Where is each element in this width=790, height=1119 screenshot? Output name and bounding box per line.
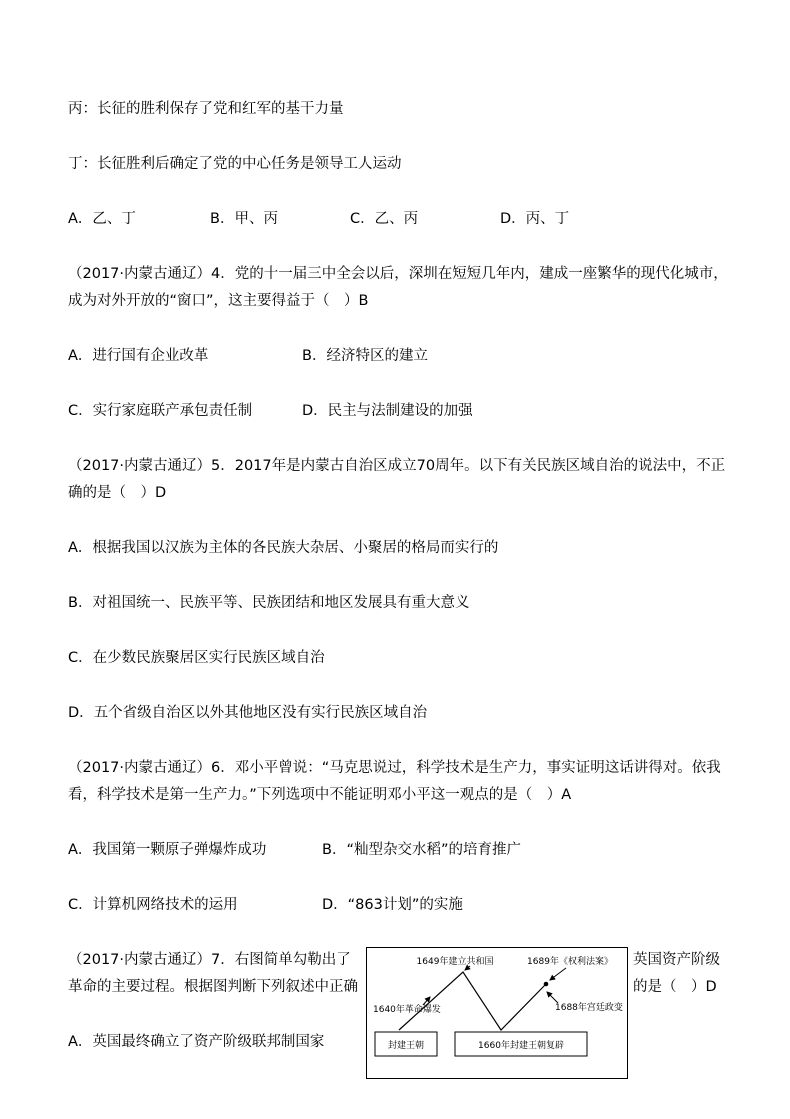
diagram-label-1688: 1688年宫廷政变: [555, 1003, 623, 1013]
answer-option-d: D．丙、丁: [500, 211, 570, 227]
question-4-option-b: B．经济特区的建立: [302, 348, 428, 364]
arrow-1688-icon: [547, 992, 558, 1003]
question-6-option-d: D．“863计划”的实施: [322, 897, 463, 913]
diagram-label-1640: 1640年革命爆发: [373, 1005, 441, 1015]
arrow-1640-icon: [423, 997, 430, 1005]
question-4-stem: [68, 261, 760, 315]
answer-option-b: B．甲、丙: [210, 211, 278, 227]
question-4-option-c: C．实行家庭联产承包责任制: [68, 403, 253, 419]
question-6-stem-line-2: 看，科学技术是第一生产力。”下列选项中不能证明邓小平这一观点的是（ ）A: [68, 787, 572, 803]
question-5-option-d: D．五个省级自治区以外其他地区没有实行民族区域自治: [68, 705, 428, 721]
diagram-label-1689: 1689年《权利法案》: [527, 957, 613, 967]
question-4-stem-line-2: 成为对外开放的“窗口”，这主要得益于（ ）B: [68, 293, 369, 309]
arrow-1689-icon: [550, 968, 566, 980]
question-7-stem-right-line-2: 的是（ ）D: [633, 979, 717, 995]
question-5-option-c: C．在少数民族聚居区实行民族区域自治: [68, 650, 325, 666]
question-6-options-cd: [68, 892, 760, 919]
revolution-line-chart: [367, 948, 627, 1078]
question-4-option-d: D．民主与法制建设的加强: [302, 403, 473, 419]
question-4-options-cd: [68, 398, 760, 425]
question-5-stem: [68, 453, 760, 507]
question-7-stem-right-line-1: 英国资产阶级: [633, 952, 720, 968]
question-6-options-ab: [68, 837, 760, 864]
question-5-option-b: B．对祖国统一、民族平等、民族团结和地区发展具有重大意义: [68, 595, 470, 611]
answer-option-c: C．乙、丙: [350, 211, 419, 227]
question-7-left-column: [68, 947, 366, 1056]
revolution-progress-line: [399, 972, 546, 1030]
question-5-stem-line-1: （2017·内蒙古通辽）5．2017年是内蒙古自治区成立70周年。以下有关民族区域自治的说法中，不正: [68, 458, 726, 474]
statement-bing: 丙：长征的胜利保存了党和红军的基干力量: [68, 101, 344, 117]
question-7-stem-line-1: （2017·内蒙古通辽）7．右图简单勾勒出了: [68, 952, 351, 968]
question-6-option-a: A．我国第一颗原子弹爆炸成功: [68, 842, 267, 858]
question-4-stem-line-1: （2017·内蒙古通辽）4．党的十一届三中全会以后，深圳在短短几年内，建成一座繁华的现代化城市，: [68, 266, 728, 282]
question-6-stem: [68, 755, 760, 809]
question-7: [68, 947, 760, 1079]
diagram-label-1649: 1649年建立共和国: [416, 957, 494, 967]
question-7-right-column: [628, 947, 760, 1001]
question-7-option-a: A．英国最终确立了资产阶级联邦制国家: [68, 1034, 325, 1050]
diagram-label-feudal: 封建王朝: [387, 1041, 425, 1051]
revolution-process-diagram: [366, 947, 628, 1079]
question-5-stem-line-2: 确的是（ ）D: [68, 485, 167, 501]
diagram-label-1660: 1660年封建王朝复辟: [478, 1041, 564, 1051]
line-end-dot: [544, 982, 549, 987]
question-6-stem-line-1: （2017·内蒙古通辽）6．邓小平曾说：“马克思说过，科学技术是生产力，事实证明这话讲得对。依我: [68, 760, 721, 776]
question-5-option-a: A．根据我国以汉族为主体的各民族大杂居、小聚居的格局而实行的: [68, 540, 499, 556]
question-6-option-b: B．“籼型杂交水稻”的培育推广: [322, 842, 521, 858]
statement-ding: 丁：长征胜利后确定了党的中心任务是领导工人运动: [68, 156, 402, 172]
answer-options-row: [68, 206, 760, 233]
question-4-option-a: A．进行国有企业改革: [68, 348, 209, 364]
question-6-option-c: C．计算机网络技术的运用: [68, 897, 238, 913]
question-7-stem-line-2: 革命的主要过程。根据图判断下列叙述中正确: [68, 979, 358, 995]
question-4-options-ab: [68, 343, 760, 370]
answer-option-a: A．乙、丁: [68, 211, 136, 227]
